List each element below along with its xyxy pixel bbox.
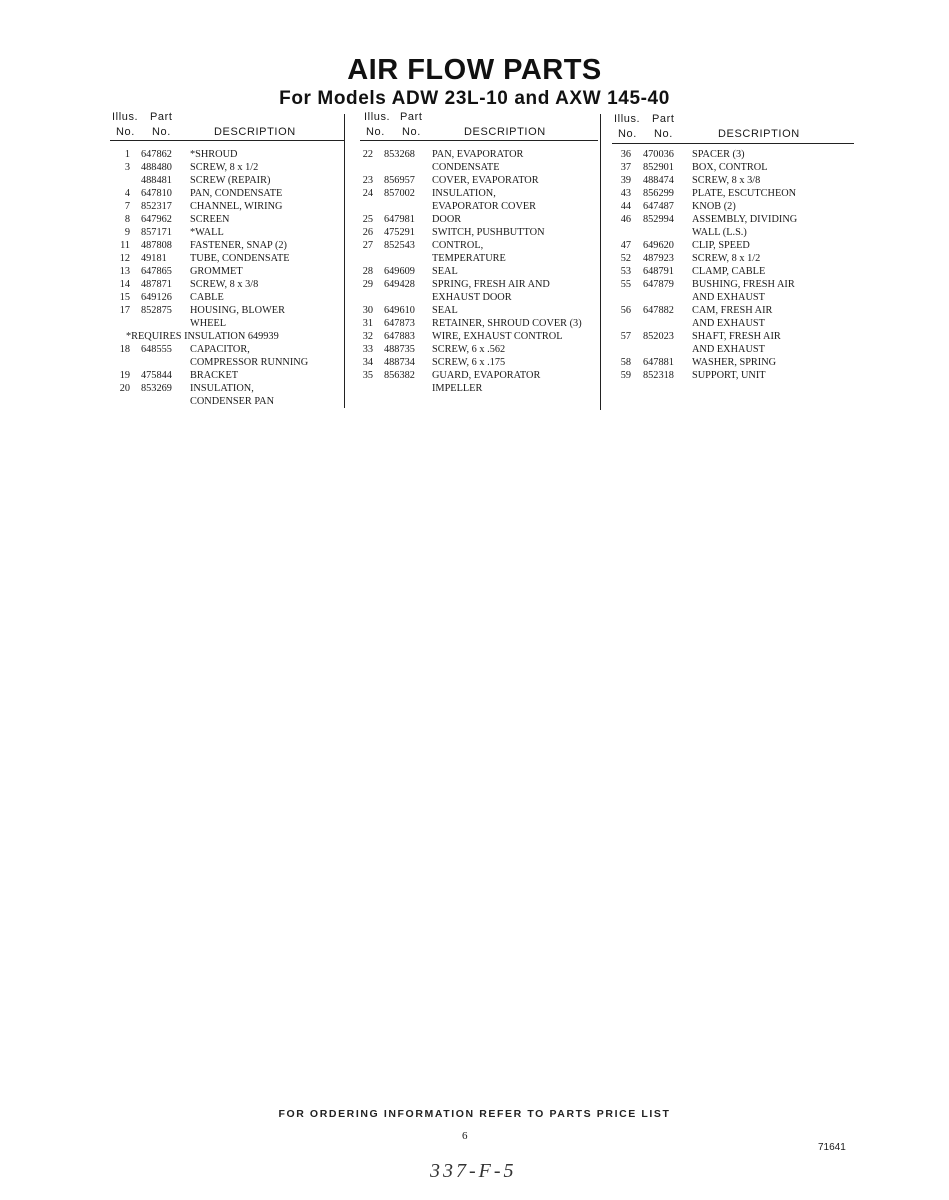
illus-number: 4	[124, 188, 130, 199]
page-number: 6	[462, 1130, 468, 1142]
table-row	[112, 239, 344, 252]
page-subtitle: For Models ADW 23L-10 and AXW 145-40	[279, 88, 670, 109]
illus-number: 24	[362, 188, 373, 199]
part-number: 647883	[384, 331, 415, 342]
part-number: 852875	[141, 305, 172, 316]
part-number: 852994	[643, 214, 674, 225]
illus-label: Illus.	[112, 111, 139, 123]
table-row	[362, 369, 598, 382]
column-divider	[600, 114, 601, 410]
part-number: 856299	[643, 188, 674, 199]
table-row	[362, 291, 598, 304]
part-number: 647879	[643, 279, 674, 290]
part-number: 647981	[384, 214, 415, 225]
table-row	[112, 343, 344, 356]
part-description: FASTENER, SNAP (2)	[190, 240, 287, 251]
table-row	[614, 213, 854, 226]
illus-number: 33	[362, 344, 373, 355]
part-description: CABLE	[190, 292, 224, 303]
part-number: 647810	[141, 188, 172, 199]
table-row	[112, 291, 344, 304]
part-number: 647881	[643, 357, 674, 368]
illus-number: 11	[120, 240, 130, 251]
part-description: WALL (L.S.)	[692, 227, 747, 238]
part-number: 647882	[643, 305, 674, 316]
part-number: 853269	[141, 383, 172, 394]
illus-number: 32	[362, 331, 373, 342]
part-description: TUBE, CONDENSATE	[190, 253, 290, 264]
part-description: SCREW, 8 x 1/2	[692, 253, 761, 264]
part-description: PLATE, ESCUTCHEON	[692, 188, 797, 199]
table-row	[112, 148, 344, 161]
part-label: Part	[400, 111, 423, 123]
part-description: BUSHING, FRESH AIR	[692, 279, 795, 290]
illus-number: 22	[362, 149, 373, 160]
table-row	[614, 317, 854, 330]
part-number: 487808	[141, 240, 172, 251]
part-number: 649620	[643, 240, 674, 251]
table-row	[614, 174, 854, 187]
illus-number: 44	[620, 201, 631, 212]
illus-number: 27	[362, 240, 373, 251]
part-number: 487871	[141, 279, 172, 290]
part-label: Part	[150, 111, 173, 123]
table-row	[614, 252, 854, 265]
table-row	[614, 265, 854, 278]
part-description: SCREW (REPAIR)	[190, 175, 271, 186]
part-description: CONDENSATE	[432, 162, 500, 173]
part-description: EVAPORATOR COVER	[432, 201, 537, 212]
illus-number: 29	[362, 279, 373, 290]
table-row	[362, 148, 598, 161]
table-row	[614, 330, 854, 343]
table-row	[614, 356, 854, 369]
illus-number: 12	[119, 253, 130, 264]
illus-no-label: No.	[366, 126, 385, 138]
part-description: COMPRESSOR RUNNING	[190, 357, 309, 368]
table-row	[614, 291, 854, 304]
part-description: CHANNEL, WIRING	[190, 201, 283, 212]
header-rule	[360, 140, 598, 141]
parts-column-2	[362, 111, 598, 395]
part-description: AND EXHAUST	[692, 344, 765, 355]
part-description: DOOR	[432, 214, 462, 225]
part-number: 852318	[643, 370, 674, 381]
table-row	[614, 304, 854, 317]
part-description: *REQUIRES INSULATION 649939	[126, 331, 279, 342]
illus-number: 39	[620, 175, 631, 186]
table-row	[112, 356, 344, 369]
part-number: 488480	[141, 162, 172, 173]
part-description: SCREW, 8 x 1/2	[190, 162, 259, 173]
part-description: CLAMP, CABLE	[692, 266, 766, 277]
table-row	[112, 278, 344, 291]
part-description: SPACER (3)	[692, 149, 745, 160]
part-number: 647487	[643, 201, 674, 212]
column-header	[362, 111, 598, 142]
illus-number: 28	[362, 266, 373, 277]
table-row	[362, 278, 598, 291]
illus-number: 15	[119, 292, 130, 303]
parts-list	[362, 148, 598, 395]
illus-number: 7	[124, 201, 130, 212]
table-row	[362, 226, 598, 239]
table-row	[112, 200, 344, 213]
parts-column-3	[614, 111, 854, 382]
part-description: SPRING, FRESH AIR AND	[432, 279, 550, 290]
part-description: CAPACITOR,	[190, 344, 250, 355]
part-description: WIRE, EXHAUST CONTROL	[432, 331, 563, 342]
part-description: SCREEN	[190, 214, 230, 225]
part-description: PAN, EVAPORATOR	[432, 149, 524, 160]
table-row	[112, 395, 344, 408]
part-number: 647962	[141, 214, 172, 225]
part-no-label: No.	[152, 126, 171, 138]
illus-number: 59	[620, 370, 631, 381]
part-description: RETAINER, SHROUD COVER (3)	[432, 318, 582, 329]
table-row	[614, 369, 854, 382]
header-rule	[612, 143, 854, 144]
parts-column-1	[112, 111, 344, 408]
part-number: 648791	[643, 266, 674, 277]
part-description: CONTROL,	[432, 240, 484, 251]
table-row	[112, 187, 344, 200]
description-label: DESCRIPTION	[214, 126, 296, 138]
illus-number: 3	[124, 162, 130, 173]
part-description: GUARD, EVAPORATOR	[432, 370, 541, 381]
handwritten-note: 337-F-5	[430, 1160, 517, 1182]
illus-number: 30	[362, 305, 373, 316]
note-row	[112, 330, 344, 343]
table-row	[362, 304, 598, 317]
column-header	[112, 111, 344, 142]
table-row	[614, 239, 854, 252]
part-number: 487923	[643, 253, 674, 264]
table-row	[362, 213, 598, 226]
part-number: 475844	[141, 370, 172, 381]
illus-number: 26	[362, 227, 373, 238]
part-description: SUPPORT, UNIT	[692, 370, 766, 381]
illus-number: 8	[124, 214, 130, 225]
part-description: IMPELLER	[432, 383, 483, 394]
parts-list	[614, 148, 854, 382]
table-row	[614, 226, 854, 239]
header-rule	[110, 140, 344, 141]
part-number: 488735	[384, 344, 415, 355]
part-description: COVER, EVAPORATOR	[432, 175, 539, 186]
table-row	[362, 343, 598, 356]
part-number: 852317	[141, 201, 172, 212]
part-description: SCREW, 8 x 3/8	[692, 175, 761, 186]
part-number: 857171	[141, 227, 172, 238]
part-description: KNOB (2)	[692, 201, 736, 212]
part-number: 649610	[384, 305, 415, 316]
illus-number: 56	[620, 305, 631, 316]
illus-number: 13	[119, 266, 130, 277]
part-number: 649428	[384, 279, 415, 290]
illus-number: 55	[620, 279, 631, 290]
table-row	[112, 252, 344, 265]
part-description: WASHER, SPRING	[692, 357, 777, 368]
part-number: 649609	[384, 266, 415, 277]
part-description: SHAFT, FRESH AIR	[692, 331, 781, 342]
table-row	[614, 343, 854, 356]
part-no-label: No.	[402, 126, 421, 138]
table-row	[614, 187, 854, 200]
part-description: INSULATION,	[432, 188, 496, 199]
illus-number: 43	[620, 188, 631, 199]
part-number: 488481	[141, 175, 172, 186]
table-row	[112, 161, 344, 174]
illus-number: 1	[124, 149, 130, 160]
table-row	[362, 382, 598, 395]
part-number: 856382	[384, 370, 415, 381]
ordering-note: FOR ORDERING INFORMATION REFER TO PARTS PRICE LIST	[278, 1108, 671, 1120]
table-row	[362, 252, 598, 265]
illus-label: Illus.	[364, 111, 391, 123]
page-title: AIR FLOW PARTS	[347, 54, 602, 86]
part-number: 475291	[384, 227, 415, 238]
part-number: 649126	[141, 292, 172, 303]
parts-list	[112, 148, 344, 408]
part-description: BRACKET	[190, 370, 239, 381]
document-code: 71641	[818, 1142, 846, 1153]
part-description: CAM, FRESH AIR	[692, 305, 773, 316]
part-description: TEMPERATURE	[432, 253, 506, 264]
column-header	[614, 111, 854, 142]
part-number: 647873	[384, 318, 415, 329]
illus-number: 36	[620, 149, 631, 160]
illus-number: 20	[119, 383, 130, 394]
table-row	[112, 265, 344, 278]
table-row	[112, 317, 344, 330]
part-description: SCREW, 6 x .562	[432, 344, 506, 355]
part-description: *SHROUD	[190, 149, 238, 160]
part-number: 488474	[643, 175, 674, 186]
illus-number: 57	[620, 331, 631, 342]
table-row	[362, 174, 598, 187]
table-row	[362, 330, 598, 343]
part-description: CONDENSER PAN	[190, 396, 275, 407]
part-description: ASSEMBLY, DIVIDING	[692, 214, 798, 225]
table-row	[614, 200, 854, 213]
part-description: SWITCH, PUSHBUTTON	[432, 227, 545, 238]
part-description: GROMMET	[190, 266, 243, 277]
illus-number: 37	[620, 162, 631, 173]
illus-number: 18	[119, 344, 130, 355]
illus-number: 52	[620, 253, 631, 264]
table-row	[362, 187, 598, 200]
illus-number: 19	[119, 370, 130, 381]
part-number: 49181	[141, 253, 167, 264]
table-row	[614, 148, 854, 161]
illus-label: Illus.	[614, 113, 641, 125]
table-row	[362, 239, 598, 252]
column-divider	[344, 114, 345, 408]
table-row	[112, 226, 344, 239]
part-description: BOX, CONTROL	[692, 162, 768, 173]
part-description: AND EXHAUST	[692, 318, 765, 329]
part-no-label: No.	[654, 128, 673, 140]
table-row	[614, 161, 854, 174]
table-row	[112, 382, 344, 395]
part-number: 647865	[141, 266, 172, 277]
part-description: HOUSING, BLOWER	[190, 305, 285, 316]
part-description: SEAL	[432, 305, 458, 316]
illus-number: 35	[362, 370, 373, 381]
illus-no-label: No.	[116, 126, 135, 138]
part-description: CLIP, SPEED	[692, 240, 750, 251]
illus-number: 31	[362, 318, 373, 329]
part-description: SCREW, 6 x .175	[432, 357, 506, 368]
part-number: 852023	[643, 331, 674, 342]
part-number: 488734	[384, 357, 415, 368]
table-row	[362, 161, 598, 174]
part-number: 852901	[643, 162, 674, 173]
table-row	[112, 304, 344, 317]
part-number: 852543	[384, 240, 415, 251]
part-description: INSULATION,	[190, 383, 254, 394]
part-description: WHEEL	[190, 318, 227, 329]
illus-no-label: No.	[618, 128, 637, 140]
illus-number: 23	[362, 175, 373, 186]
table-row	[112, 213, 344, 226]
description-label: DESCRIPTION	[718, 128, 800, 140]
table-row	[614, 278, 854, 291]
illus-number: 53	[620, 266, 631, 277]
part-description: *WALL	[190, 227, 224, 238]
part-description: SEAL	[432, 266, 458, 277]
description-label: DESCRIPTION	[464, 126, 546, 138]
table-row	[362, 265, 598, 278]
part-description: AND EXHAUST	[692, 292, 765, 303]
illus-number: 14	[119, 279, 130, 290]
part-number: 647862	[141, 149, 172, 160]
illus-number: 17	[119, 305, 130, 316]
part-number: 857002	[384, 188, 415, 199]
part-number: 470036	[643, 149, 674, 160]
part-description: SCREW, 8 x 3/8	[190, 279, 259, 290]
illus-number: 58	[620, 357, 631, 368]
part-number: 856957	[384, 175, 415, 186]
part-number: 648555	[141, 344, 172, 355]
illus-number: 46	[620, 214, 631, 225]
part-description: EXHAUST DOOR	[432, 292, 512, 303]
table-row	[362, 200, 598, 213]
illus-number: 47	[620, 240, 631, 251]
illus-number: 25	[362, 214, 373, 225]
table-row	[112, 369, 344, 382]
table-row	[112, 174, 344, 187]
illus-number: 34	[362, 357, 373, 368]
part-number: 853268	[384, 149, 415, 160]
illus-number: 9	[124, 227, 130, 238]
part-description: PAN, CONDENSATE	[190, 188, 283, 199]
table-row	[362, 356, 598, 369]
table-row	[362, 317, 598, 330]
part-label: Part	[652, 113, 675, 125]
